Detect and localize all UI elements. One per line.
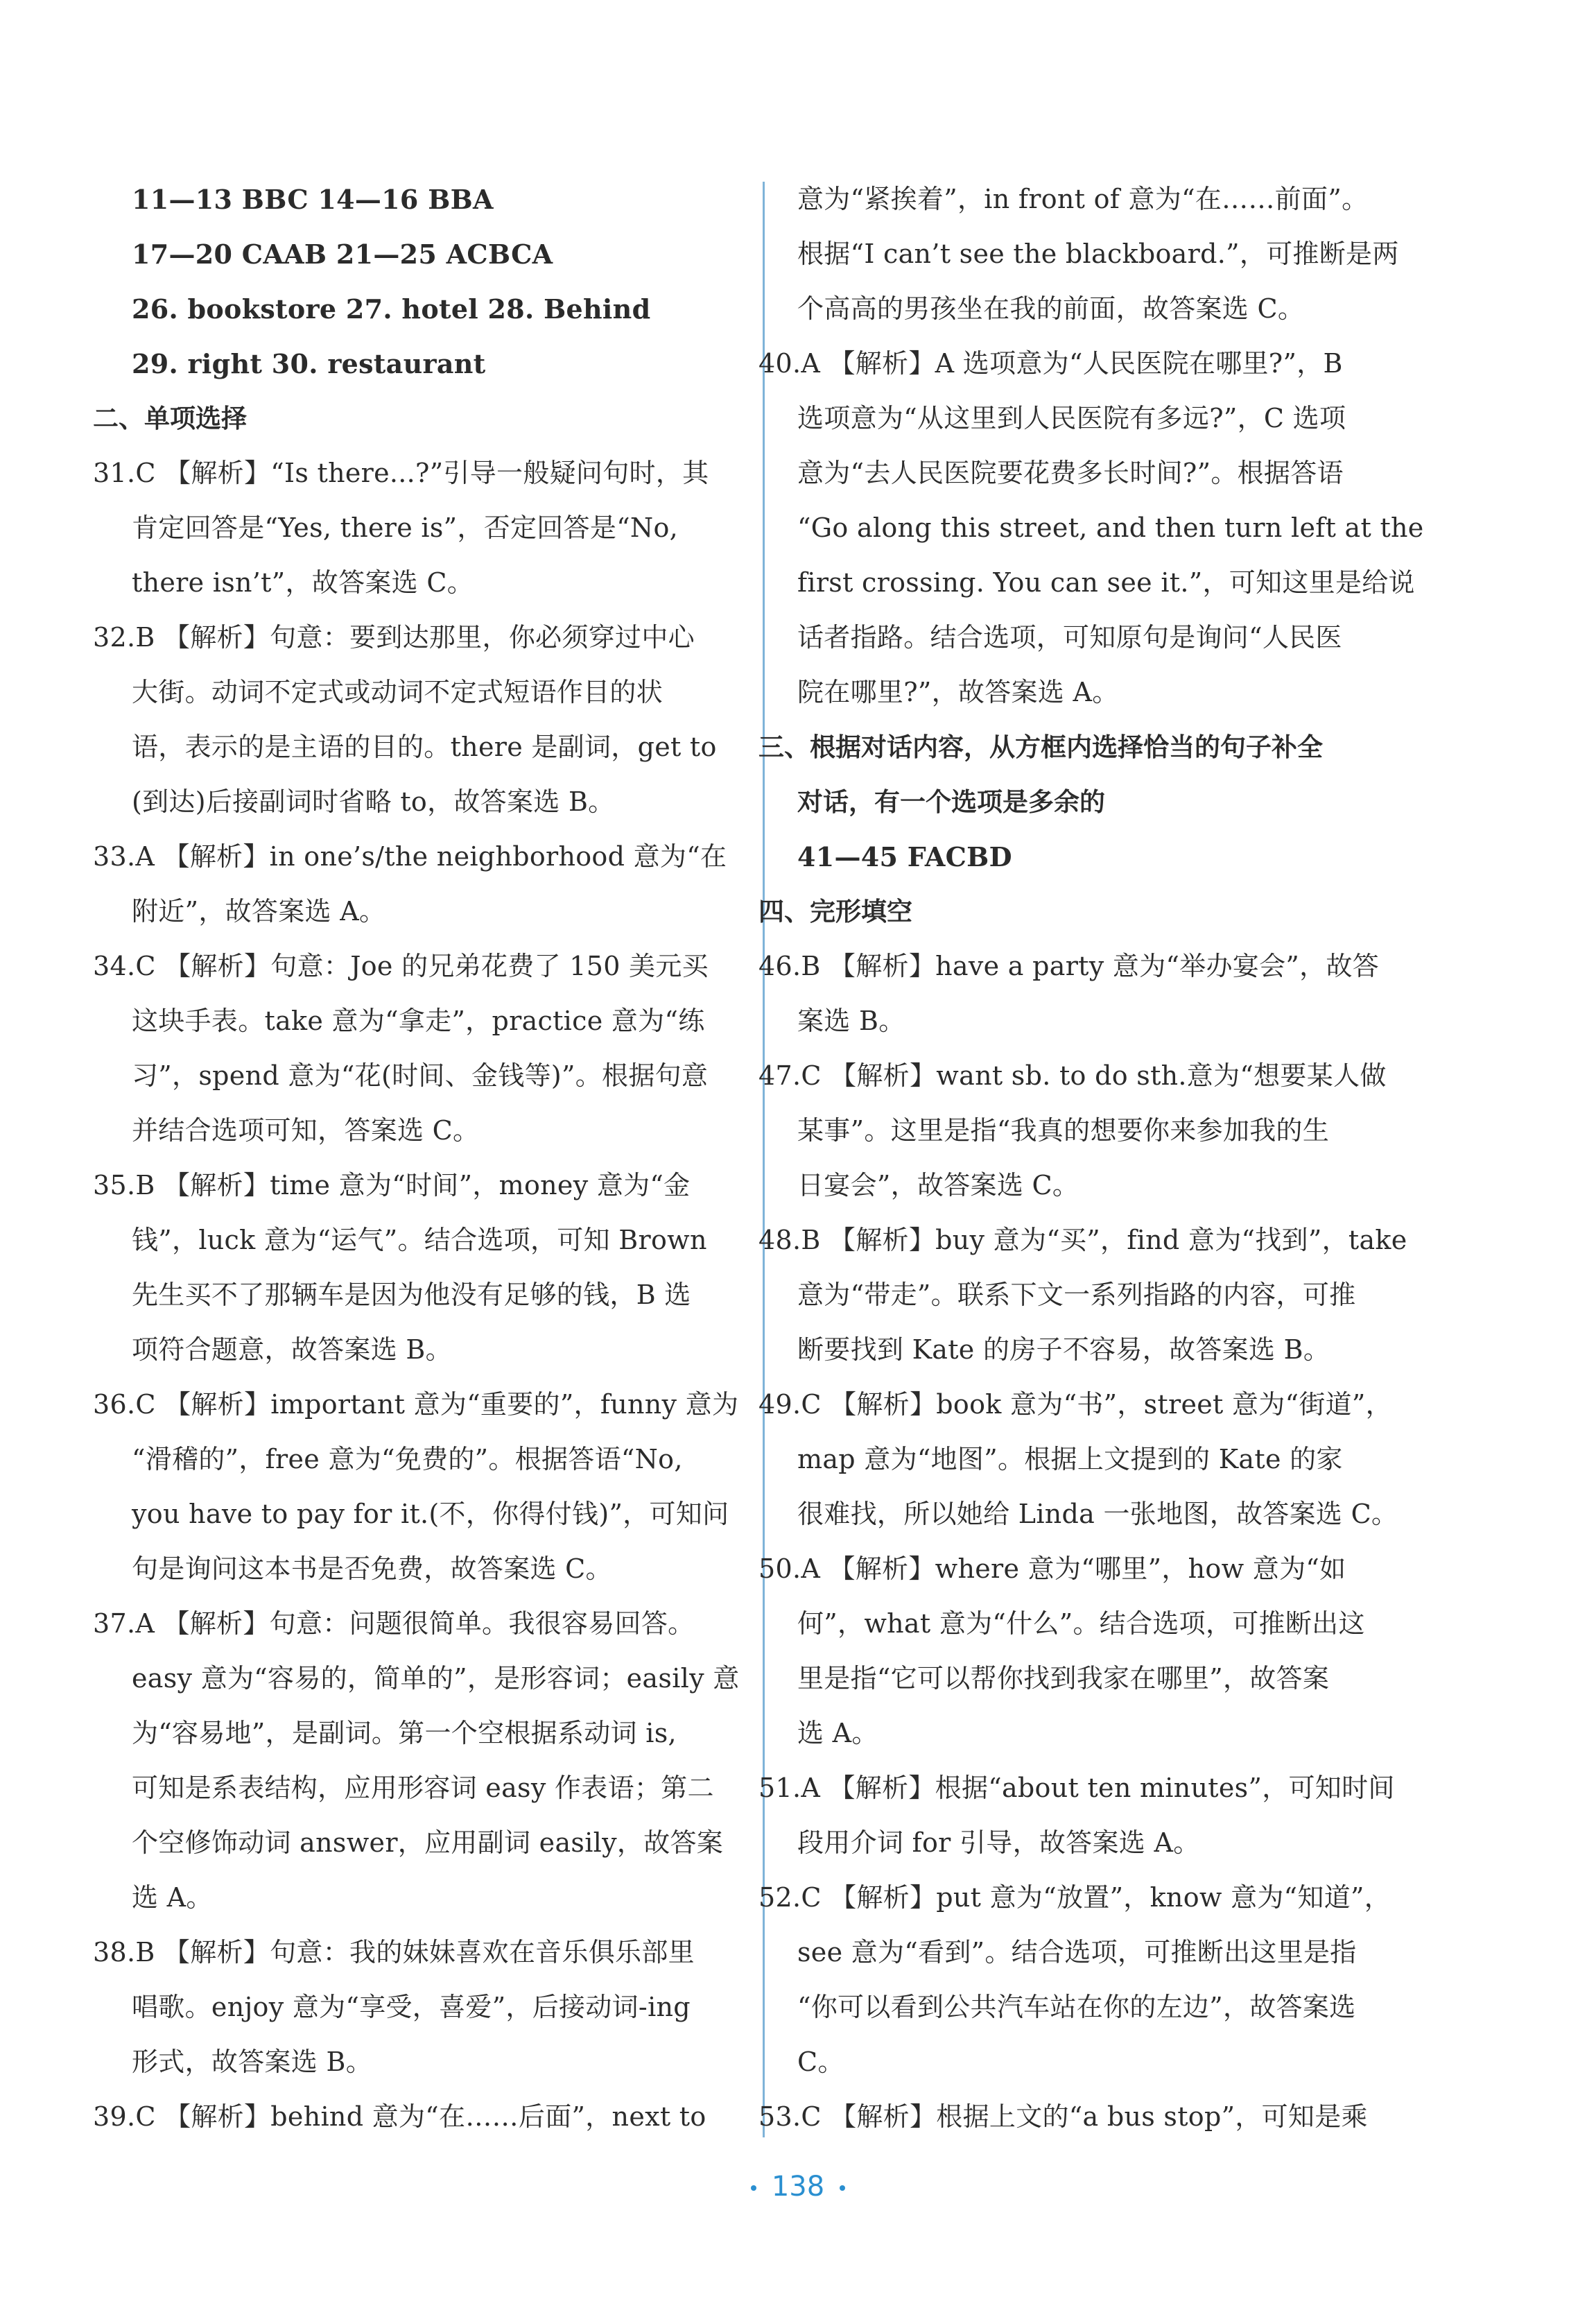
section-heading: 对话，有一个选项是多余的 — [797, 787, 1105, 817]
answer-group: 26. bookstore 27. hotel 28. Behind — [132, 293, 651, 325]
answer-continuation: 很难找，所以她给 Linda 一张地图，故答案选 C。 — [797, 1499, 1398, 1529]
answer-item: 32.B 【解析】句意：要到达那里，你必须穿过中心 — [93, 622, 695, 653]
answer-continuation: 某事”。这里是指“我真的想要你来参加我的生 — [797, 1115, 1330, 1146]
section-heading: 四、完形填空 — [758, 897, 912, 927]
answer-continuation: 根据“I can’t see the blackboard.”，可推断是两 — [797, 239, 1399, 269]
answer-continuation: (到达)后接副词时省略 to，故答案选 B。 — [132, 786, 615, 817]
answer-item: 36.C 【解析】important 意为“重要的”，funny 意为 — [93, 1389, 739, 1420]
answer-continuation: 里是指“它可以帮你找到我家在哪里”，故答案 — [797, 1663, 1330, 1694]
answer-continuation: 这块手表。take 意为“拿走”，practice 意为“练 — [132, 1006, 705, 1036]
answer-continuation: easy 意为“容易的，简单的”，是形容词；easily 意 — [132, 1663, 740, 1694]
answer-continuation: you have to pay for it.(不，你得付钱)”，可知问 — [132, 1499, 729, 1529]
answer-continuation: 案选 B。 — [797, 1006, 905, 1036]
answer-item: 46.B 【解析】have a party 意为“举办宴会”，故答 — [758, 951, 1380, 981]
answer-group: 41—45 FACBD — [797, 841, 1012, 872]
answer-continuation: “你可以看到公共汽车站在你的左边”，故答案选 — [797, 1992, 1356, 2022]
answer-continuation: 断要找到 Kate 的房子不容易，故答案选 B。 — [797, 1334, 1330, 1365]
answer-item: 33.A 【解析】in one’s/the neighborhood 意为“在 — [93, 841, 727, 872]
answer-continuation: 形式，故答案选 B。 — [132, 2047, 373, 2077]
answer-continuation: C。 — [797, 2047, 844, 2077]
answer-continuation: 选项意为“从这里到人民医院有多远?”，C 选项 — [797, 403, 1346, 433]
answer-continuation: 唱歌。enjoy 意为“享受，喜爱”，后接动词-ing — [132, 1992, 691, 2022]
answer-continuation: 句是询问这本书是否免费，故答案选 C。 — [132, 1553, 612, 1584]
answer-continuation: 选 A。 — [132, 1882, 213, 1913]
answer-continuation: 个空修饰动词 answer，应用副词 easily，故答案 — [132, 1827, 724, 1858]
answer-continuation: 语，表示的是主语的目的。there 是副词，get to — [132, 732, 717, 762]
answer-item: 34.C 【解析】句意：Joe 的兄弟花费了 150 美元买 — [93, 951, 709, 981]
answer-item: 51.A 【解析】根据“about ten minutes”，可知时间 — [758, 1773, 1395, 1803]
answer-continuation: 意为“带走”。联系下文一系列指路的内容，可推 — [797, 1280, 1356, 1310]
answer-continuation: 个高高的男孩坐在我的前面，故答案选 C。 — [797, 293, 1305, 324]
column-divider — [763, 182, 765, 2137]
answer-item: 49.C 【解析】book 意为“书”，street 意为“街道”， — [758, 1389, 1392, 1420]
answer-item: 50.A 【解析】where 意为“哪里”，how 意为“如 — [758, 1553, 1346, 1584]
answer-continuation: 选 A。 — [797, 1718, 878, 1748]
answer-continuation: 附近”，故答案选 A。 — [132, 896, 386, 927]
answer-item: 35.B 【解析】time 意为“时间”，money 意为“金 — [93, 1170, 691, 1200]
answer-group: 11—13 BBC 14—16 BBA — [132, 184, 494, 215]
answer-item: 38.B 【解析】句意：我的妹妹喜欢在音乐俱乐部里 — [93, 1937, 695, 1967]
answer-continuation: “滑稽的”，free 意为“免费的”。根据答语“No, — [132, 1444, 683, 1474]
answer-item: 31.C 【解析】“Is there...?”引导一般疑问句时，其 — [93, 458, 709, 488]
answer-item: 40.A 【解析】A 选项意为“人民医院在哪里?”，B — [758, 348, 1343, 379]
bullet-dot-icon — [840, 2185, 845, 2191]
section-heading: 二、单项选择 — [93, 404, 247, 433]
answer-continuation: 钱”，luck 意为“运气”。结合选项，可知 Brown — [132, 1225, 707, 1255]
answer-continuation: 院在哪里?”，故答案选 A。 — [797, 677, 1119, 707]
answer-continuation: map 意为“地图”。根据上文提到的 Kate 的家 — [797, 1444, 1343, 1474]
answer-continuation: “Go along this street, and then turn left at the — [797, 513, 1424, 543]
right-column — [758, 172, 1442, 2144]
answer-continuation: first crossing. You can see it.”，可知这里是给说 — [797, 567, 1415, 598]
bullet-dot-icon — [751, 2185, 756, 2191]
answer-item: 39.C 【解析】behind 意为“在……后面”，next to — [93, 2101, 706, 2132]
answer-continuation: there isn’t”，故答案选 C。 — [132, 567, 474, 598]
answer-item: 52.C 【解析】put 意为“放置”，know 意为“知道”， — [758, 1882, 1391, 1913]
answer-continuation: 可知是系表结构，应用形容词 easy 作表语；第二 — [132, 1773, 714, 1803]
answer-continuation: 话者指路。结合选项，可知原句是询问“人民医 — [797, 622, 1342, 653]
answer-item: 37.A 【解析】句意：问题很简单。我很容易回答。 — [93, 1608, 695, 1639]
answer-continuation: 为“容易地”，是副词。第一个空根据系动词 is, — [132, 1718, 677, 1748]
answer-continuation: 习”，spend 意为“花(时间、金钱等)”。根据句意 — [132, 1060, 709, 1091]
answer-item: 47.C 【解析】want sb. to do sth.意为“想要某人做 — [758, 1060, 1387, 1091]
left-column — [93, 172, 742, 2144]
answer-continuation: 大街。动词不定式或动词不定式短语作目的状 — [132, 677, 663, 707]
answer-continuation: 段用介词 for 引导，故答案选 A。 — [797, 1827, 1200, 1858]
page-footer — [0, 2171, 1596, 2203]
answer-continuation: see 意为“看到”。结合选项，可推断出这里是指 — [797, 1937, 1357, 1967]
answer-continuation: 肯定回答是“Yes, there is”，否定回答是“No, — [132, 513, 679, 543]
answer-continuation: 意为“去人民医院要花费多长时间?”。根据答语 — [797, 458, 1344, 488]
section-heading: 三、根据对话内容，从方框内选择恰当的句子补全 — [758, 732, 1323, 762]
answer-group: 29. right 30. restaurant — [132, 348, 486, 379]
answer-continuation: 并结合选项可知，答案选 C。 — [132, 1115, 480, 1146]
answer-continuation: 何”，what 意为“什么”。结合选项，可推断出这 — [797, 1608, 1365, 1639]
answer-group: 17—20 CAAB 21—25 ACBCA — [132, 239, 553, 270]
page-number: 138 — [771, 2171, 825, 2203]
answer-item: 53.C 【解析】根据上文的“a bus stop”，可知是乘 — [758, 2101, 1368, 2132]
answer-continuation: 意为“紧挨着”，in front of 意为“在……前面”。 — [797, 184, 1369, 214]
answer-item: 48.B 【解析】buy 意为“买”，find 意为“找到”，take — [758, 1225, 1407, 1255]
answer-continuation: 项符合题意，故答案选 B。 — [132, 1334, 452, 1365]
answer-continuation: 日宴会”，故答案选 C。 — [797, 1170, 1079, 1200]
answer-continuation: 先生买不了那辆车是因为他没有足够的钱，B 选 — [132, 1280, 691, 1310]
